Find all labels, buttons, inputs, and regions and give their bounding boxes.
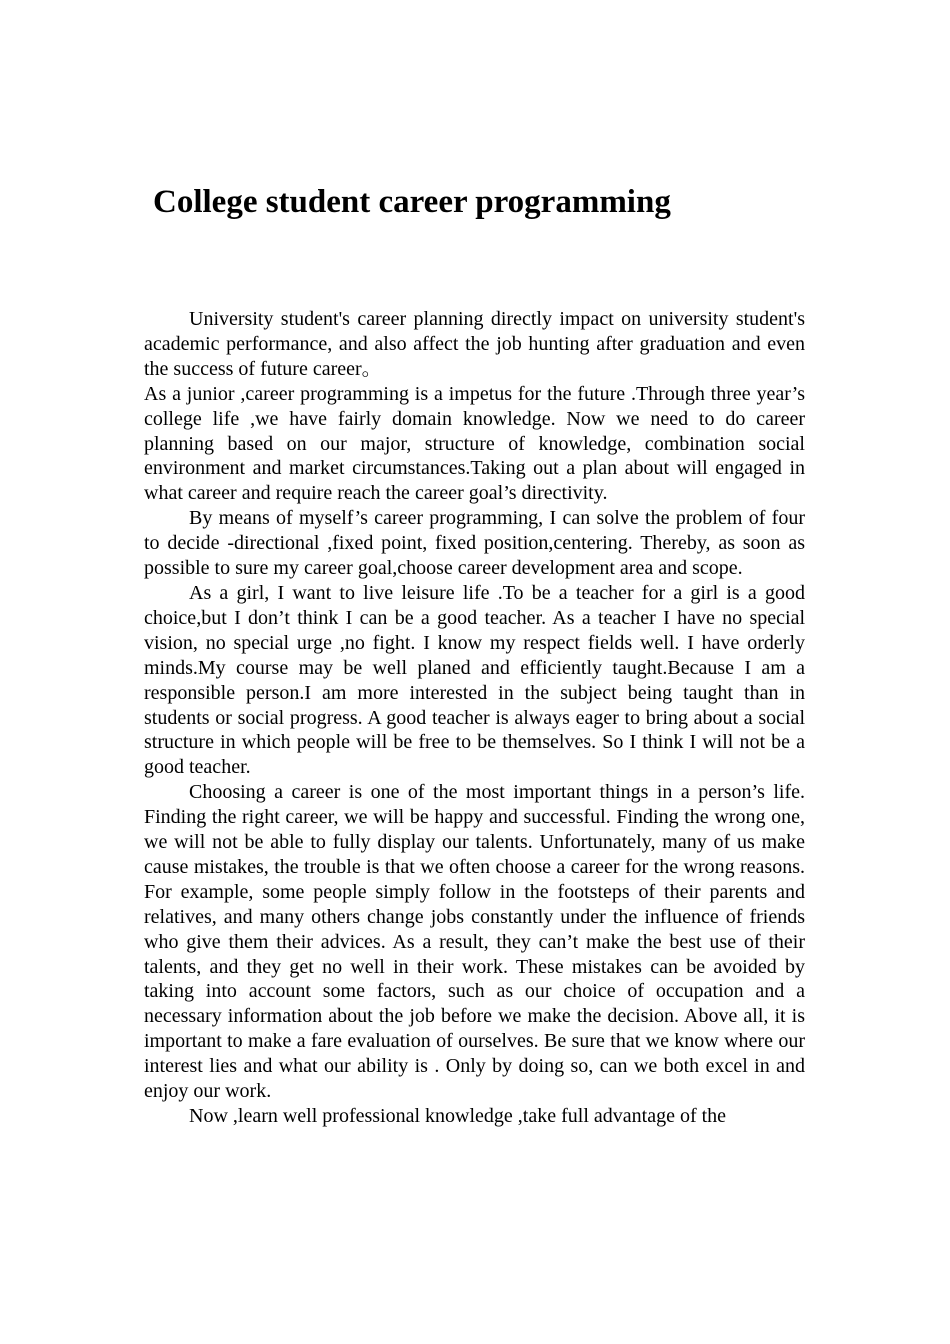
paragraph-1: University student's career planning directly impact on university student's academic performance, and also affect the job hunting after graduation and even the success of future career。 [144, 308, 805, 380]
paragraph-4: As a girl, I want to live leisure life .To be a teacher for a girl is a good choice,but I don’t think I can be a good teacher. As a teacher I have no special vision, no special urge ,no fight. I know my respect fields well. I have orderly minds.My course may be well planed and efficiently taught.Because I am a responsible person.I am more interested in the subject being taught than in students or social progress. A good teacher is always eager to bring about a social structure in which people will be free to be themselves. So I think I will not be a good teacher. [144, 581, 805, 779]
paragraph-6: Now ,learn well professional knowledge ,take full advantage of the [189, 1105, 727, 1127]
document-title: College student career programming [153, 184, 671, 220]
document-body [144, 307, 805, 1207]
paragraph-2: As a junior ,career programming is a impetus for the future .Through three year’s college life ,we have fairly domain knowledge. Now we need to do career planning based on our major, structure of knowledge, combination social environment and market circumstances.Taking out a plan about will engaged in what career and require reach the career goal’s directivity. [144, 382, 805, 505]
paragraph-3: By means of myself’s career programming, I can solve the problem of four to decide -directional ,fixed point, fixed position,centering. Thereby, as soon as possible to sure my career goal,choose career development area and scope. [144, 507, 805, 580]
paragraph-5: Choosing a career is one of the most important things in a person’s life. Finding the right career, we will be happy and successful. Finding the wrong one, we will not be able to fully display our talents. Unfortunately, many of us make cause mistakes, the trouble is that we often choose a career for the wrong reasons. For example, some people simply follow in the footsteps of their parents and relatives, and many others change jobs constantly under the influence of friends who give them their advices. As a result, they can’t make the best use of their talents, and they get no well in their work. These mistakes can be avoided by taking into account some factors, such as our choice of occupation and a necessary information about the job before we make the decision. Above all, it is important to make a fare evaluation of ourselves. Be sure that we know where our interest lies and what our ability is . Only by doing so, can we both excel in and enjoy our work. [144, 781, 805, 1103]
